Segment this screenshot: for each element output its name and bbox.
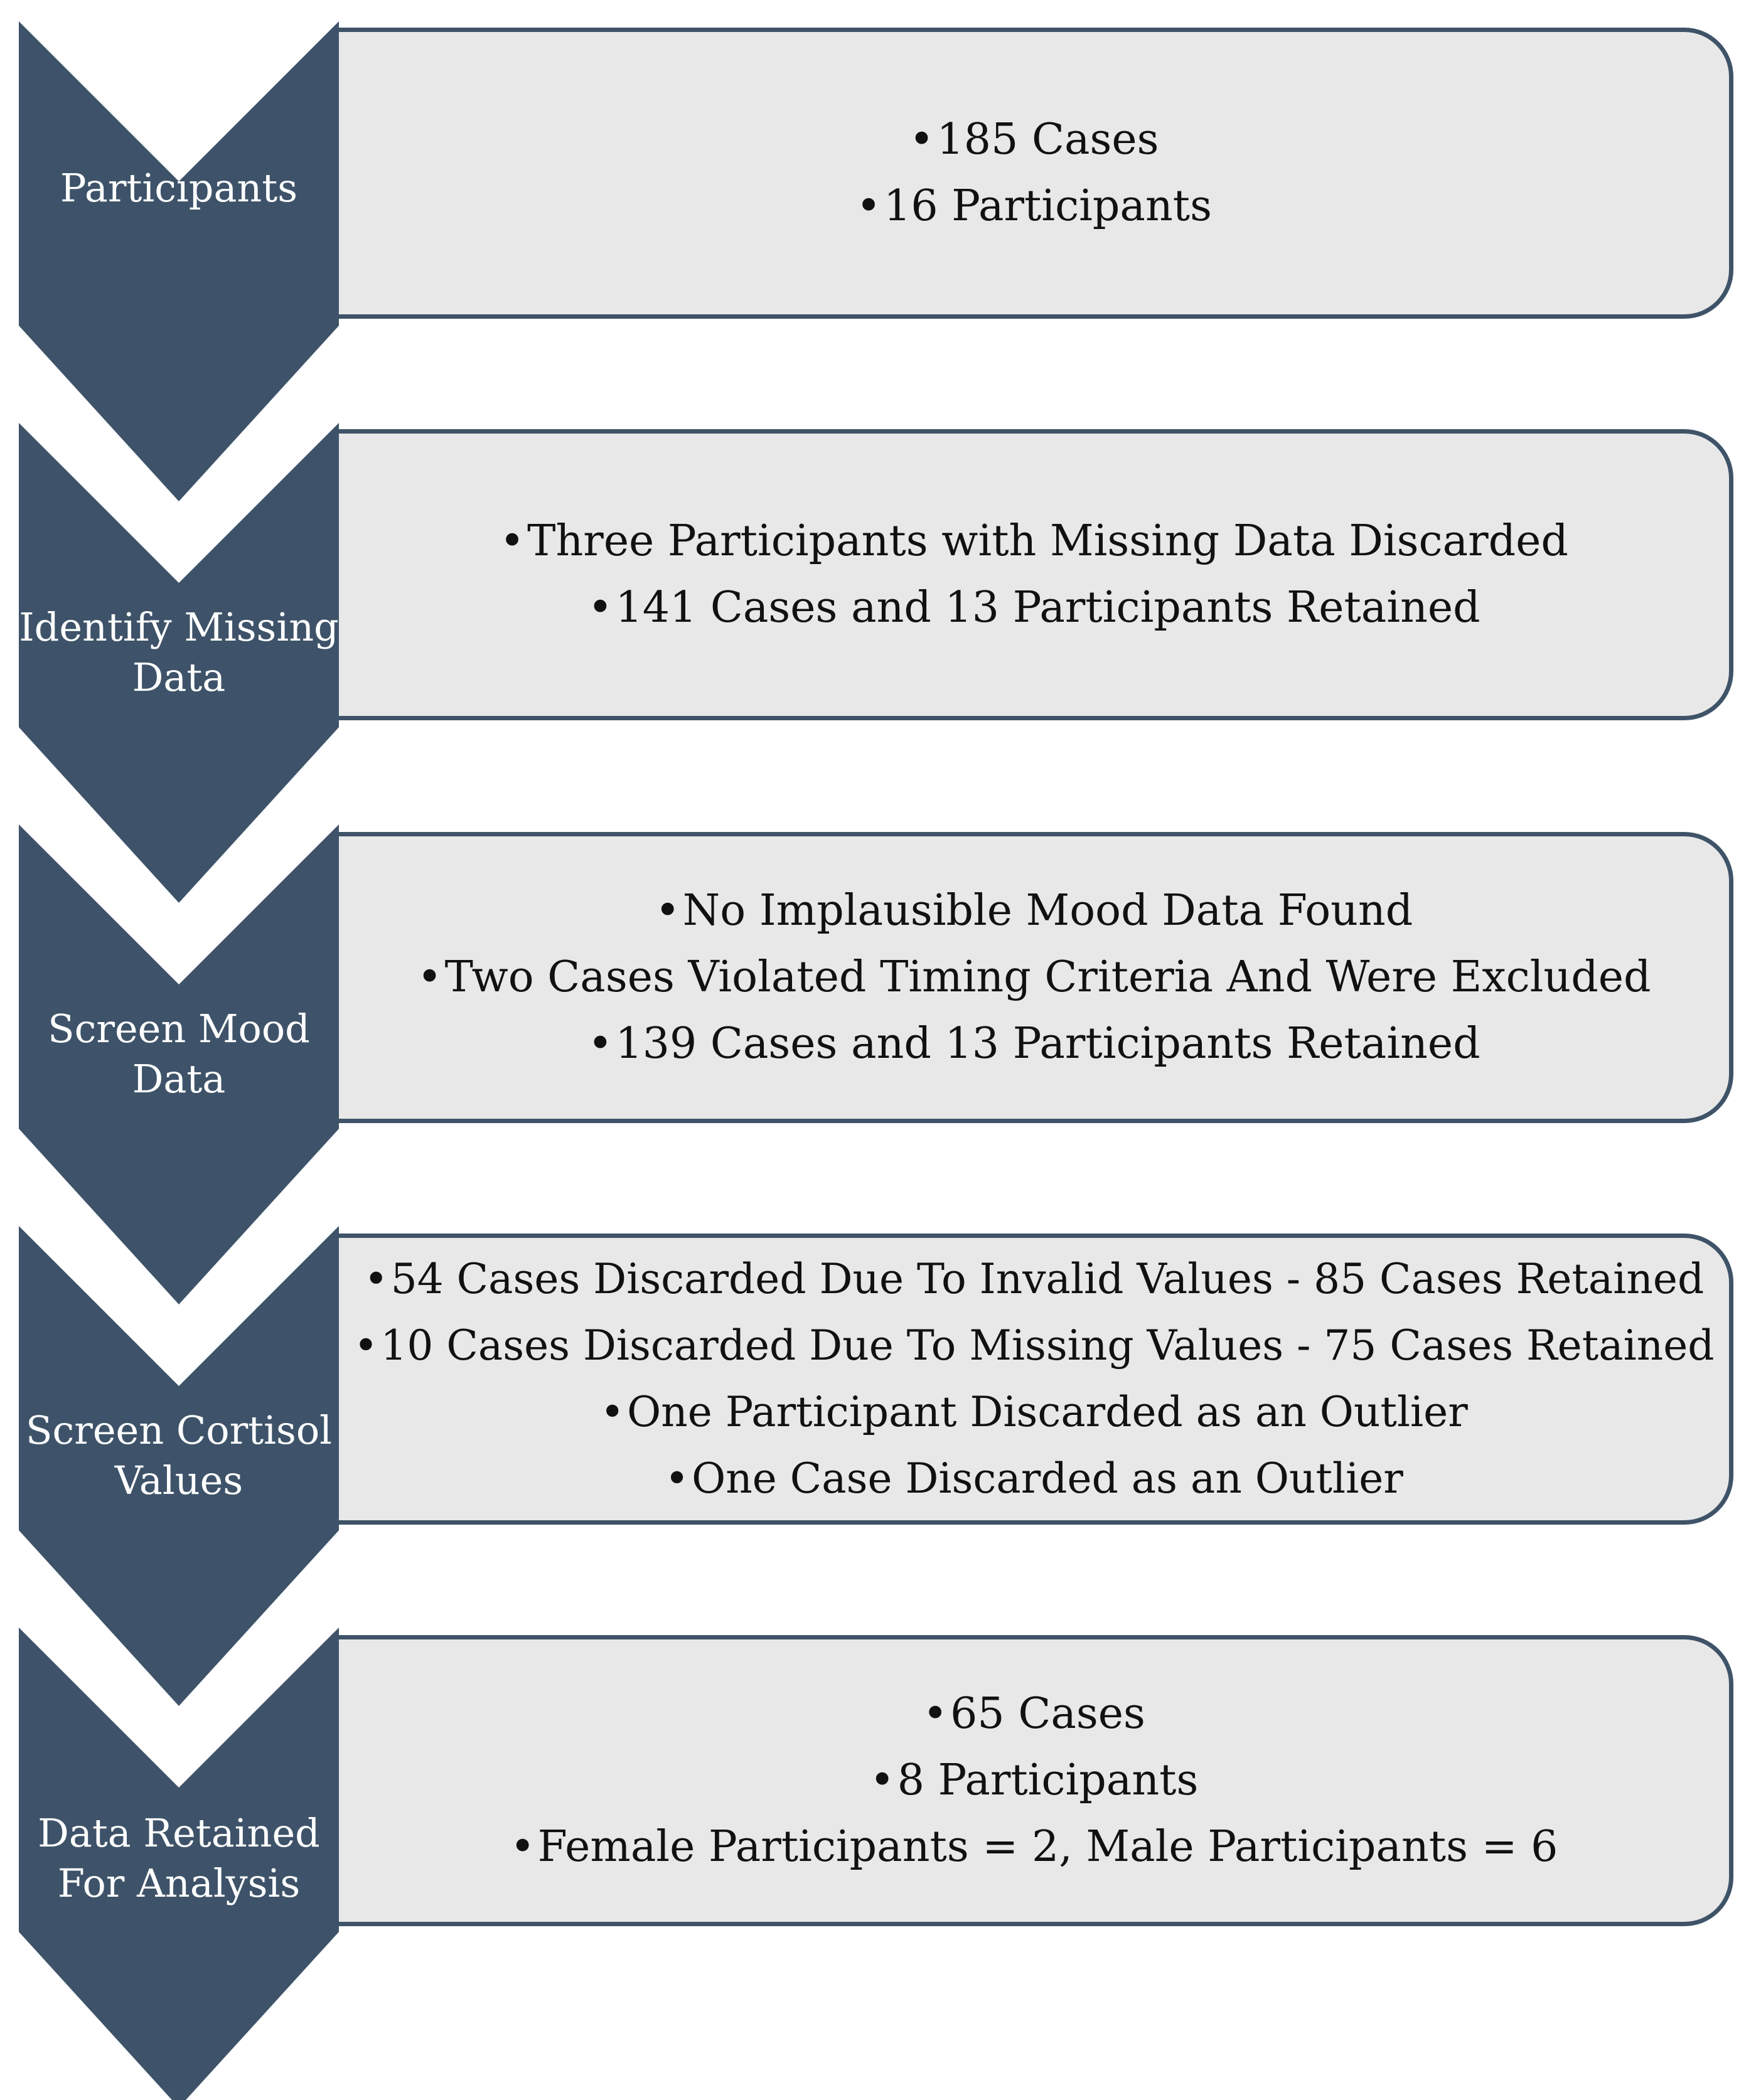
bullet-item: • 185 Cases: [909, 107, 1159, 173]
step-box-data-retained-for-analysis: [339, 1635, 1733, 1926]
bullet-item: • Two Cases Violated Timing Criteria And Were Excluded: [417, 944, 1651, 1011]
chevron-step-1: [19, 21, 339, 501]
step-label-data-retained-for-analysis: [19, 1783, 339, 1934]
step-label-identify-missing-data: [19, 577, 339, 728]
bullet-item: • Female Participants = 2, Male Participants = 6: [510, 1814, 1558, 1880]
bullet-item: • 65 Cases: [923, 1681, 1145, 1747]
step-label-line: Data: [132, 654, 226, 700]
step-label-line: Participants: [60, 165, 298, 211]
bullet-item: • One Case Discarded as an Outlier: [665, 1446, 1403, 1512]
step-label-screen-mood-data: [19, 979, 339, 1129]
step-label-line: Data Retained: [38, 1810, 320, 1856]
bullet-item: • 10 Cases Discarded Due To Missing Values - 75 Cases Retained: [353, 1313, 1714, 1379]
step-box-screen-cortisol-values: [339, 1234, 1733, 1525]
step-label-line: Data: [132, 1056, 226, 1102]
bullet-item: • 141 Cases and 13 Participants Retained: [587, 575, 1480, 641]
bullet-item: • No Implausible Mood Data Found: [655, 878, 1413, 944]
bullet-item: • One Participant Discarded as an Outlier: [600, 1379, 1468, 1446]
bullet-item: • 54 Cases Discarded Due To Invalid Values - 85 Cases Retained: [364, 1246, 1704, 1313]
step-label-participants: [19, 125, 339, 251]
step-label-screen-cortisol-values: [19, 1380, 339, 1531]
step-label-line: For Analysis: [57, 1860, 301, 1906]
step-label-line: Screen Mood: [48, 1006, 310, 1052]
step-label-line: Screen Cortisol: [26, 1407, 332, 1453]
step-label-line: Values: [114, 1458, 244, 1503]
bullet-item: • Three Participants with Missing Data Discarded: [500, 508, 1568, 575]
bullet-item: • 139 Cases and 13 Participants Retained: [587, 1011, 1480, 1077]
step-box-identify-missing-data: [339, 429, 1733, 720]
step-box-participants: [339, 28, 1733, 319]
step-box-screen-mood-data: [339, 832, 1733, 1123]
step-label-line: Identify Missing: [19, 604, 339, 650]
bullet-item: • 16 Participants: [856, 173, 1212, 240]
bullet-item: • 8 Participants: [870, 1747, 1199, 1814]
